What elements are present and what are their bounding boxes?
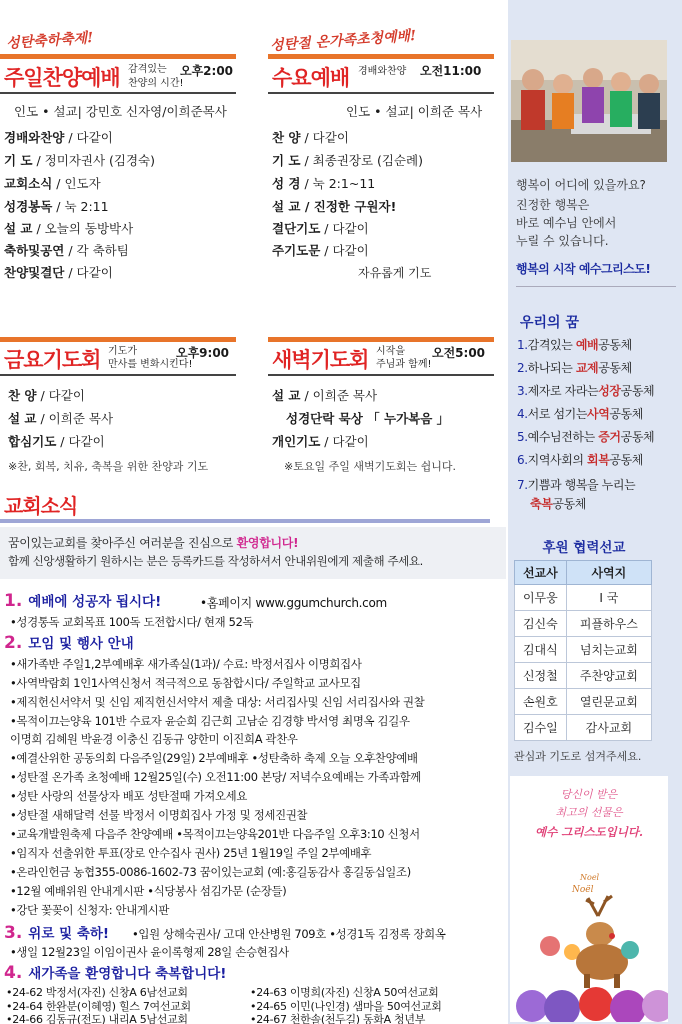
news-item: •12월 예배위원 안내게시판 •식당봉사 섬김가문 (순장들) bbox=[10, 884, 287, 898]
sunday-time: 오후2:00 bbox=[180, 64, 234, 78]
sunday-orange-bar bbox=[0, 54, 236, 59]
new-family-item: •24-64 한완분(이혜영) 힐스 7여선교회 bbox=[6, 1000, 191, 1013]
wednesday-row: 찬 양 / 다같이 bbox=[272, 130, 349, 145]
wednesday-orange-bar bbox=[268, 54, 494, 59]
wednesday-divider bbox=[268, 92, 494, 94]
dream-item: 1.감격있는 예배공동체 bbox=[517, 338, 632, 352]
mission-table bbox=[514, 560, 652, 741]
mission-col-header: 사역지 bbox=[566, 561, 651, 585]
news-heading-3: 3. 위로 및 축하! bbox=[4, 923, 110, 943]
happy-line: 진정한 행복은 bbox=[516, 198, 590, 212]
dream-item: 7.기쁨과 행복을 누리는 bbox=[517, 478, 636, 492]
mission-field: 주찬양교회 bbox=[566, 663, 651, 689]
dawn-service-title: 새벽기도회 bbox=[272, 348, 369, 372]
wednesday-script-heading: 성탄절 온가족초청예배! bbox=[269, 27, 417, 55]
friday-sub-1: 기도가 bbox=[108, 346, 137, 357]
sunday-sub-2: 찬양의 시간! bbox=[128, 78, 184, 89]
mission-field: 열린문교회 bbox=[566, 689, 651, 715]
dawn-orange-bar bbox=[268, 337, 494, 342]
news-item: •새가족반 주일1,2부예배후 새가족실(1과)/ 수료: 박정서집사 이명희집사 bbox=[10, 657, 362, 671]
mission-field: 넘치는교회 bbox=[566, 637, 651, 663]
news-item: •입원 상해숙권사/ 고대 안산병원 709호 •성경1독 김정록 장희옥 bbox=[132, 927, 446, 941]
table-row bbox=[515, 689, 652, 715]
dawn-note: ※토요일 주일 새벽기도회는 쉽니다. bbox=[284, 460, 456, 473]
wednesday-leader: 인도 • 설교| 이희준 목사 bbox=[346, 104, 483, 119]
missionary-name: 이무웅 bbox=[515, 585, 567, 611]
xmas-line-2: 최고의 선물은 bbox=[555, 806, 623, 819]
mission-title: 후원 협력선교 bbox=[542, 540, 626, 556]
dawn-reading: 성경단락 묵상 「 누가복음 」 bbox=[286, 411, 450, 426]
news-item: •교육개발원축제 다음주 찬양예배 •목적이끄는양육201반 다음주일 오후3:10 신청서 bbox=[10, 827, 420, 841]
xmas-line-1: 당신이 받은 bbox=[560, 788, 618, 801]
sunday-script-heading: 성탄축하축제! bbox=[5, 29, 94, 53]
wednesday-row: 성 경 / 눅 2:1~11 bbox=[272, 176, 376, 191]
wednesday-row: 기 도 / 최종권장로 (김순례) bbox=[272, 153, 424, 168]
sunday-row: 경배와찬양 / 다같이 bbox=[4, 130, 113, 145]
dream-item-cont: 축복공동체 bbox=[530, 497, 586, 511]
volunteers-photo bbox=[511, 40, 667, 162]
mission-field: I 국 bbox=[566, 585, 651, 611]
happy-line: 행복이 어디에 있을까요? bbox=[516, 178, 646, 192]
news-item: •성탄 사랑의 선물상자 배포 성탄절때 가져오세요 bbox=[10, 789, 248, 803]
sunday-leader: 인도 • 설교| 강민호 신자영/이희준목사 bbox=[14, 104, 227, 119]
news-heading-1: 1. 예배에 성공자 됩시다! bbox=[4, 591, 162, 611]
wednesday-row: 설 교 / 진정한 구원자! bbox=[272, 199, 397, 214]
new-family-item: •24-67 천한솔(천두길) 동화A 청년부 bbox=[250, 1013, 426, 1024]
svg-text:Noël: Noël bbox=[572, 885, 594, 895]
news-item: 이명희 김혜원 박윤경 이충신 김동규 양한미 이진희A 곽찬우 bbox=[10, 732, 298, 746]
friday-service-title: 금요기도회 bbox=[4, 348, 101, 372]
dream-item: 2.하나되는 교제공동체 bbox=[517, 361, 632, 375]
wednesday-sub: 경배와찬양 bbox=[358, 66, 407, 77]
new-family-item: •24-66 김동규(전도) 내리A 5남선교회 bbox=[6, 1013, 188, 1024]
mission-header-row bbox=[515, 561, 652, 585]
dream-item: 3.제자로 자라는성장공동체 bbox=[517, 384, 655, 398]
missionary-name: 손원호 bbox=[515, 689, 567, 715]
happy-bold-line: 행복의 시작 예수그리스도! bbox=[516, 262, 651, 276]
dawn-sub-1: 시작을 bbox=[376, 346, 405, 357]
welcome-line-2: 함께 신앙생활하기 원하시는 분은 등록카드를 작성하셔서 안내위원에게 제출해 주세요. bbox=[8, 554, 423, 568]
svg-text:Noel: Noel bbox=[580, 873, 600, 882]
news-title-bar bbox=[0, 519, 490, 523]
happy-line: 누릴 수 있습니다. bbox=[516, 234, 609, 248]
friday-row: 설 교 / 이희준 목사 bbox=[8, 411, 114, 426]
news-heading-4: 4. 새가족을 환영합니다 축복합니다! bbox=[4, 963, 227, 983]
news-item: •임직자 선출위한 투표(장로 안수집사 권사) 25년 1월19일 주일 2부예배후 bbox=[10, 846, 372, 860]
news-item: •성경통독 교회목표 100독 도전합시다/ 현재 52독 bbox=[10, 615, 254, 629]
dawn-sub-2: 주님과 함께! bbox=[376, 359, 432, 370]
friday-orange-bar bbox=[0, 337, 236, 342]
table-row bbox=[515, 715, 652, 741]
sunday-row: 찬양및결단 / 다같이 bbox=[4, 265, 113, 280]
news-item: •생일 12월23일 이임이권사 윤이록형제 28일 손승현집사 bbox=[10, 945, 289, 959]
mission-field: 감사교회 bbox=[566, 715, 651, 741]
news-item: •제직헌신서약서 및 신임 제직헌신서약서 제출 대상: 서리집사및 신임 서리집사와 권찰 bbox=[10, 695, 425, 709]
news-heading-2: 2. 모임 및 행사 안내 bbox=[4, 633, 134, 653]
sunday-sub-1: 감격있는 bbox=[128, 64, 167, 75]
homepage-link[interactable]: •홈페이지 www.ggumchurch.com bbox=[200, 596, 387, 610]
friday-sub-2: 만사를 변화시킨다! bbox=[108, 359, 193, 370]
table-row bbox=[515, 663, 652, 689]
wednesday-row: 결단기도 / 다같이 bbox=[272, 221, 369, 236]
news-item: •성탄절 온가족 초청예배 12월25일(수) 오전11:00 본당/ 저녁수요예배는 가족과함께 bbox=[10, 770, 422, 784]
dream-item: 5.예수님전하는 증거공동체 bbox=[517, 430, 655, 444]
dream-item: 6.지역사회의 회복공동체 bbox=[517, 453, 643, 467]
wednesday-time: 오전11:00 bbox=[420, 64, 482, 78]
happy-line: 바로 예수님 안에서 bbox=[516, 216, 617, 230]
wednesday-row: 주기도문 / 다같이 bbox=[272, 243, 369, 258]
dawn-row: 설 교 / 이희준 목사 bbox=[272, 388, 378, 403]
friday-note: ※찬, 회복, 치유, 축복을 위한 찬양과 기도 bbox=[8, 460, 209, 473]
friday-time: 오후9:00 bbox=[176, 346, 230, 360]
sidebar-divider bbox=[516, 286, 676, 287]
sunday-divider bbox=[0, 92, 236, 94]
mission-field: 피플하우스 bbox=[566, 611, 651, 637]
dawn-row: 개인기도 / 다같이 bbox=[272, 434, 369, 449]
missionary-name: 김대식 bbox=[515, 637, 567, 663]
news-item: •강단 꽃꽂이 신청자: 안내게시판 bbox=[10, 903, 170, 917]
christmas-card bbox=[510, 776, 668, 1022]
missionary-name: 김수일 bbox=[515, 715, 567, 741]
missionary-name: 김신숙 bbox=[515, 611, 567, 637]
news-item: •목적이끄는양육 101반 수료자 윤순희 김근희 고남순 김경향 박서영 최명옥 김길우 bbox=[10, 714, 410, 728]
friday-row: 합심기도 / 다같이 bbox=[8, 434, 105, 449]
news-item: •예결산위한 공동의회 다음주일(29일) 2부예배후 •성탄축하 축제 오늘 오후찬양예배 bbox=[10, 751, 418, 765]
dawn-time: 오전5:00 bbox=[432, 346, 486, 360]
table-row bbox=[515, 637, 652, 663]
dream-title: 우리의 꿈 bbox=[520, 315, 579, 331]
new-family-item: •24-65 이민(나인경) 샘마을 50여선교회 bbox=[250, 1000, 442, 1013]
dream-item: 4.서로 섬기는사역공동체 bbox=[517, 407, 643, 421]
wednesday-service-title: 수요예배 bbox=[272, 66, 350, 90]
wednesday-free-prayer: 자유롭게 기도 bbox=[358, 266, 432, 280]
christmas-reindeer-illustration bbox=[510, 856, 668, 1022]
news-item: •성탄절 새해달력 선물 박정서 이명희집사 가정 및 정세진권찰 bbox=[10, 808, 308, 822]
sunday-service-title: 주일찬양예배 bbox=[4, 66, 120, 90]
new-family-item: •24-62 박정서(자진) 신창A 6남선교회 bbox=[6, 986, 188, 999]
table-row bbox=[515, 611, 652, 637]
new-family-item: •24-63 이명희(자진) 신창A 50여선교회 bbox=[250, 986, 439, 999]
sunday-row: 축하및공연 / 각 축하팀 bbox=[4, 243, 129, 258]
friday-row: 찬 양 / 다같이 bbox=[8, 388, 85, 403]
sunday-row: 설 교 / 오늘의 동방박사 bbox=[4, 221, 134, 236]
sunday-row: 기 도 / 정미자권사 (김경숙) bbox=[4, 153, 156, 168]
mission-note: 관심과 기도로 섬겨주세요. bbox=[514, 750, 642, 763]
news-item: •온라인헌금 농협355-0086-1602-73 꿈이있는교회 (예:홍길동감사 홍길동십일조) bbox=[10, 865, 411, 879]
xmas-line-3: 예수 그리스도입니다. bbox=[535, 825, 643, 839]
sunday-row: 교회소식 / 인도자 bbox=[4, 176, 101, 191]
mission-col-header: 선교사 bbox=[515, 561, 567, 585]
dawn-divider bbox=[268, 374, 494, 376]
news-title: 교회소식 bbox=[4, 494, 78, 518]
table-row bbox=[515, 585, 652, 611]
welcome-line-1: 꿈이있는교회를 찾아주신 여러분을 진심으로 환영합니다! bbox=[8, 536, 299, 550]
friday-divider bbox=[0, 374, 236, 376]
missionary-name: 신정철 bbox=[515, 663, 567, 689]
news-item: •사역박람회 1인1사역신청서 적극적으로 동참합시다/ 주일학교 교사모집 bbox=[10, 676, 361, 690]
sunday-row: 성경봉독 / 눅 2:11 bbox=[4, 199, 109, 214]
